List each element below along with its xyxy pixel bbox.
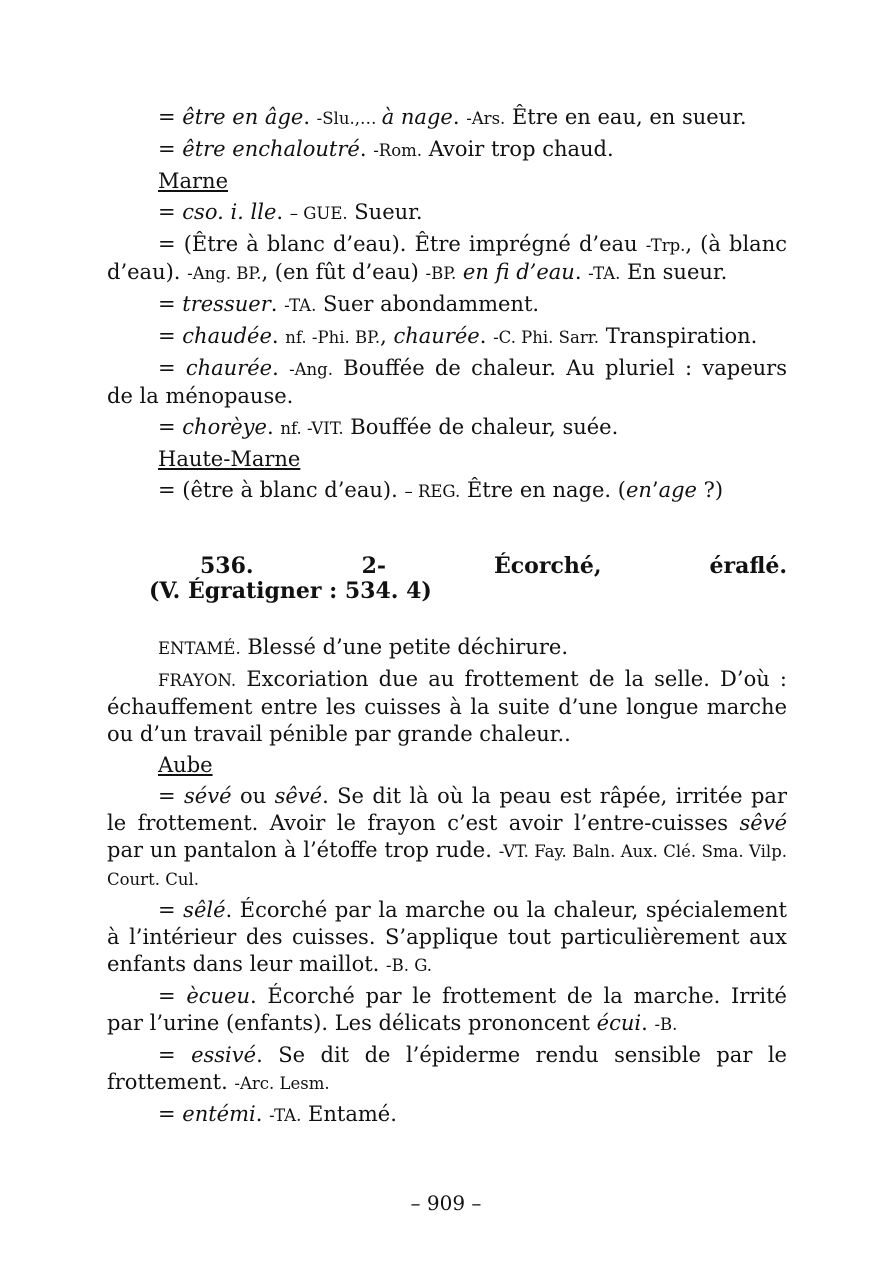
section-heading <box>107 554 787 604</box>
punct: . <box>452 105 467 129</box>
entry-entemi <box>107 1101 787 1129</box>
subsection-number: 2- <box>361 553 387 579</box>
punct: . <box>266 415 281 439</box>
headword: être enchaloutré <box>182 137 360 161</box>
definition: = (être à blanc d’eau). <box>158 478 405 502</box>
punct: . <box>255 1102 270 1126</box>
eq: = <box>158 356 186 380</box>
entry-etre-en-age <box>107 104 787 132</box>
eq: = <box>158 784 185 808</box>
headword: cso. i. lle <box>182 200 277 224</box>
section-heading-line1 <box>107 554 787 579</box>
headword: age <box>658 478 697 502</box>
entry-essive <box>107 1042 787 1097</box>
eq: = <box>158 898 184 922</box>
punct: , <box>380 324 394 348</box>
source: – GUE. <box>289 204 348 223</box>
punct: . <box>574 260 589 284</box>
definition: Bouffée de chaleur. Au pluriel : vapeurs de la ménopause. <box>107 356 787 408</box>
definition: Sueur. <box>347 200 423 224</box>
definition: Bouffée de chaleur, suée. <box>343 415 619 439</box>
punct: ’ <box>651 478 659 502</box>
eq: = <box>158 137 183 161</box>
definition: . Se dit de l’épiderme rendu sensible par le frottement. <box>107 1043 787 1094</box>
source: nf. -VIT. <box>280 419 344 438</box>
entry-key: FRAYON. <box>158 671 237 690</box>
punct: . <box>641 1011 655 1035</box>
region-heading-marne: Marne <box>158 169 229 193</box>
entry-haute-marne-blanc-deau <box>107 477 787 505</box>
punct: ?) <box>696 478 724 502</box>
eq: = <box>158 105 183 129</box>
entry-sele <box>107 897 787 979</box>
punct: . <box>272 356 290 380</box>
definition: Avoir trop chaud. <box>422 137 614 161</box>
punct: . <box>270 292 285 316</box>
region-heading-haute-marne: Haute-Marne <box>158 447 301 471</box>
page-content <box>107 104 787 1133</box>
source: -VT. Fay. Baln. Aux. Clé. Sma. Vilp. Court. Cul. <box>107 842 787 889</box>
punct: . <box>303 105 317 129</box>
definition: Transpiration. <box>599 324 758 348</box>
definition: Entamé. <box>301 1102 397 1126</box>
definition: . Se dit là où la peau est râpée, irritée par le frottement. Avoir le frayon c’est avoir l’entre-cuisses <box>107 784 787 835</box>
headword: être en âge <box>182 105 304 129</box>
headword: chorèye <box>182 415 267 439</box>
source: -Ang. BP. <box>187 264 262 283</box>
headword: entémi <box>182 1102 256 1126</box>
source: – REG. <box>404 482 461 501</box>
entry-cso <box>107 199 787 227</box>
source: -Slu.,… <box>316 109 382 128</box>
definition: Être en nage. ( <box>460 478 626 502</box>
punct: . <box>479 324 494 348</box>
eq: = <box>158 200 183 224</box>
section-title-word: éraflé. <box>709 553 787 579</box>
headword: sêvé <box>739 811 787 835</box>
definition: , (à blanc d’eau). <box>107 232 787 284</box>
source: -B. <box>654 1015 678 1034</box>
definition: ou <box>231 784 275 808</box>
headword: essivé <box>191 1043 257 1067</box>
definition: En sueur. <box>620 260 728 284</box>
source: -Arc. Lesm. <box>234 1074 330 1093</box>
entry-chaudee <box>107 323 787 351</box>
entry-frayon <box>107 666 787 748</box>
entry-choreye <box>107 414 787 442</box>
entry-entame <box>107 634 787 662</box>
headword: sêvé <box>274 784 323 808</box>
entry-tressuer <box>107 291 787 319</box>
eq: = <box>158 1043 192 1067</box>
space <box>456 260 463 284</box>
definition: Être en eau, en sueur. <box>505 105 747 129</box>
headword: chaurée <box>393 324 480 348</box>
definition: Blessé d’une petite déchirure. <box>240 635 569 659</box>
definition: Suer abondamment. <box>316 292 540 316</box>
headword: en fi d’eau <box>462 260 575 284</box>
definition: . Écorché par la marche ou la chaleur, spécialement à l’intérieur des cuisses. S’applique tout particulièrement aux enfants dans leur maillot. <box>107 898 787 976</box>
definition: , (en fût d’eau) <box>261 260 426 284</box>
source: -Ang. <box>289 360 333 379</box>
headword: tressuer <box>182 292 271 316</box>
page-number: – 909 – <box>410 1191 482 1215</box>
section-title-word: Écorché, <box>494 553 602 579</box>
region-heading-aube: Aube <box>158 753 213 777</box>
headword: chaurée <box>185 356 273 380</box>
source: -Ars. <box>466 109 506 128</box>
headword: ècueu <box>186 984 250 1008</box>
entry-seve <box>107 783 787 893</box>
eq: = <box>158 984 187 1008</box>
punct: . <box>271 324 286 348</box>
source: -Trp. <box>645 236 686 255</box>
source: -TA. <box>588 264 621 283</box>
punct: . <box>276 200 290 224</box>
entry-chauree <box>107 355 787 410</box>
source: -BP. <box>425 264 457 283</box>
source: -TA. <box>284 296 317 315</box>
section-number: 536. <box>200 553 254 579</box>
source: -TA. <box>269 1106 302 1125</box>
eq: = <box>158 415 183 439</box>
eq: = <box>158 324 183 348</box>
section-heading-line2: (V. Égratigner : 534. 4) <box>149 578 432 604</box>
headword: sêlé <box>183 898 226 922</box>
headword: à nage <box>381 105 453 129</box>
source: -B. G. <box>386 956 433 975</box>
definition: = (Être à blanc d’eau). Être imprégné d’eau <box>158 232 646 256</box>
section-spacer <box>107 509 787 554</box>
source: nf. -Phi. BP. <box>285 328 381 347</box>
entry-ecueu <box>107 983 787 1038</box>
headword: sévé <box>184 784 232 808</box>
headword: en <box>625 478 652 502</box>
source: -Rom. <box>373 141 423 160</box>
source: -C. Phi. Sarr. <box>493 328 600 347</box>
eq: = <box>158 292 183 316</box>
entry-etre-a-blanc-deau <box>107 231 787 287</box>
definition: Excoriation due au frottement de la selle. D’où : échauffement entre les cuisses à la suite d’une longue marche ou d’un travail pénible par grande chaleur.. <box>107 667 787 746</box>
entry-key: ENTAMÉ. <box>158 639 241 658</box>
entry-etre-enchaloutre <box>107 136 787 164</box>
headword: chaudée <box>182 324 272 348</box>
eq: = <box>158 1102 183 1126</box>
headword: écui <box>596 1011 642 1035</box>
definition: par un pantalon à l’étoffe trop rude. <box>107 838 499 862</box>
definition: . Écorché par le frottement de la marche. Irrité par l’urine (enfants). Les délicats prononcent <box>107 984 787 1035</box>
punct: . <box>359 137 374 161</box>
